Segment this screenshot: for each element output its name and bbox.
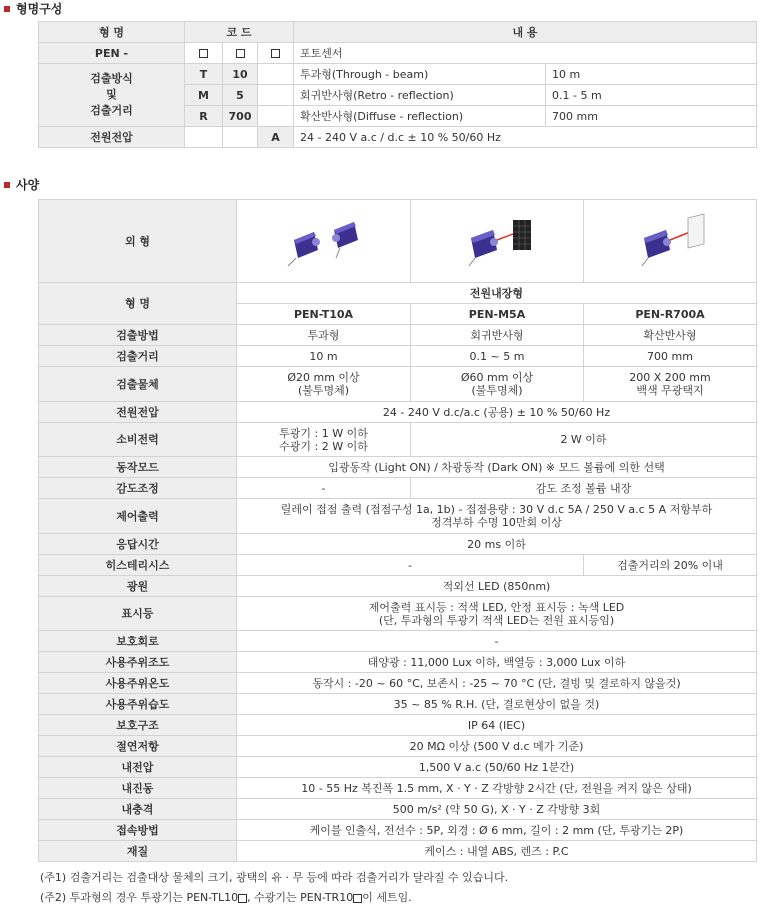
row-label-power: 전원전압 — [39, 402, 237, 423]
vibration-value: 10 - 55 Hz 복진폭 1.5 mm, X · Y · Z 각방향 2시간 (단, 전원을 켜지 않은 상태) — [237, 778, 757, 799]
sensitivity-rest: 감도 조정 볼륨 내장 — [411, 478, 757, 499]
row-label-appearance: 외 형 — [39, 200, 237, 283]
box-icon — [271, 49, 280, 58]
mode-value: 입광동작 (Light ON) / 차광동작 (Dark ON) ※ 모드 볼륨에 의한 선택 — [237, 457, 757, 478]
row-label-mode: 동작모드 — [39, 457, 237, 478]
row-label-temperature: 사용주위온도 — [39, 673, 237, 694]
row-label-hysteresis: 히스테리시스 — [39, 555, 237, 576]
box-icon — [236, 49, 245, 58]
section-title-model-config: 형명구성 — [4, 2, 62, 16]
hysteresis-first: - — [237, 555, 584, 576]
row-label-power: 전원전압 — [39, 127, 185, 148]
code-box-1 — [185, 43, 223, 64]
row-label-pen: PEN - — [39, 43, 185, 64]
box-icon — [353, 894, 362, 903]
header-model: 형 명 — [39, 22, 185, 43]
row-label-control: 제어출력 — [39, 499, 237, 534]
diffuse-sensor-icon — [620, 210, 720, 270]
sensor-image-m5a — [411, 200, 584, 283]
row-label-model: 형 명 — [39, 283, 237, 325]
detect-distance: 700 mm — [546, 106, 757, 127]
temperature-value: 동작시 : -20 ~ 60 °C, 보존시 : -25 ~ 70 °C (단, 결빙 및 결로하지 않을것) — [237, 673, 757, 694]
method-value: 회귀반사형 — [411, 325, 584, 346]
row-label-method: 검출방법 — [39, 325, 237, 346]
model-name: PEN-T10A — [237, 304, 411, 325]
method-value: 확산반사형 — [584, 325, 757, 346]
indicator-value: 제어출력 표시등 : 적색 LED, 안정 표시등 : 녹색 LED (단, 투과형의 투광기 적색 LED는 전원 표시등임) — [237, 597, 757, 631]
row-label-connection: 접속방법 — [39, 820, 237, 841]
row-label-sensitivity: 감도조정 — [39, 478, 237, 499]
object-value: 200 X 200 mm 백색 무광택지 — [584, 367, 757, 402]
power-code: A — [258, 127, 294, 148]
header-content: 내 용 — [294, 22, 757, 43]
detect-distance: 10 m — [546, 64, 757, 85]
row-label-indicator: 표시등 — [39, 597, 237, 631]
row-label-humidity: 사용주위습도 — [39, 694, 237, 715]
model-name: PEN-M5A — [411, 304, 584, 325]
row-label-material: 재질 — [39, 841, 237, 862]
dielectric-value: 1,500 V a.c (50/60 Hz 1분간) — [237, 757, 757, 778]
code-box-3 — [258, 43, 294, 64]
consumption-first: 투광기 : 1 W 이하 수광기 : 2 W 이하 — [237, 423, 411, 457]
row-label-response: 응답시간 — [39, 534, 237, 555]
distance-value: 10 m — [237, 346, 411, 367]
thru-beam-sensor-icon — [274, 210, 374, 270]
row-label-distance: 검출거리 — [39, 346, 237, 367]
header-code: 코 드 — [185, 22, 294, 43]
power-value: 24 - 240 V d.c/a.c (공용) ± 10 % 50/60 Hz — [237, 402, 757, 423]
consumption-rest: 2 W 이하 — [411, 423, 757, 457]
row-label-vibration: 내진동 — [39, 778, 237, 799]
detect-code: M — [185, 85, 223, 106]
note-1: (주1) 검출거리는 검출대상 물체의 크기, 광택의 유 · 무 등에 따라 검출거리가 달라질 수 있습니다. — [40, 871, 509, 884]
code-box-2 — [223, 43, 258, 64]
bullet-square-icon — [4, 182, 10, 188]
sensor-image-r700a — [584, 200, 757, 283]
detect-value: 5 — [223, 85, 258, 106]
row-label-light: 광원 — [39, 576, 237, 597]
detect-code: T — [185, 64, 223, 85]
row-label-illumination: 사용주위조도 — [39, 652, 237, 673]
detect-type: 투과형(Through - beam) — [294, 64, 546, 85]
model-name: PEN-R700A — [584, 304, 757, 325]
row-label-protection: 보호회로 — [39, 631, 237, 652]
row-label-consumption: 소비전력 — [39, 423, 237, 457]
detect-value: 700 — [223, 106, 258, 127]
box-icon — [199, 49, 208, 58]
pen-content: 포토센서 — [294, 43, 757, 64]
shock-value: 500 m/s² (약 50 G), X · Y · Z 각방향 3회 — [237, 799, 757, 820]
protection-value: - — [237, 631, 757, 652]
response-value: 20 ms 이하 — [237, 534, 757, 555]
section-title-spec: 사양 — [4, 178, 39, 192]
structure-value: IP 64 (IEC) — [237, 715, 757, 736]
material-value: 케이스 : 내열 ABS, 렌즈 : P.C — [237, 841, 757, 862]
humidity-value: 35 ~ 85 % R.H. (단, 결로현상이 없을 것) — [237, 694, 757, 715]
row-label-shock: 내충격 — [39, 799, 237, 820]
hysteresis-last: 검출거리의 20% 이내 — [584, 555, 757, 576]
object-value: Ø60 mm 이상 (불투명체) — [411, 367, 584, 402]
light-value: 적외선 LED (850nm) — [237, 576, 757, 597]
retro-reflective-sensor-icon — [447, 210, 547, 270]
spec-table — [38, 199, 757, 862]
insulation-value: 20 MΩ 이상 (500 V d.c 메가 기준) — [237, 736, 757, 757]
detect-value: 10 — [223, 64, 258, 85]
row-label-structure: 보호구조 — [39, 715, 237, 736]
row-label-insulation: 절연저항 — [39, 736, 237, 757]
detect-distance: 0.1 - 5 m — [546, 85, 757, 106]
row-label-object: 검출물체 — [39, 367, 237, 402]
bullet-square-icon — [4, 6, 10, 12]
detect-type: 확산반사형(Diffuse - reflection) — [294, 106, 546, 127]
model-config-table — [38, 21, 757, 148]
control-value: 릴레이 접점 출력 (접점구성 1a, 1b) - 접점용량 : 30 V d.c 5A / 250 V a.c 5 A 저항부하 정격부하 수명 10만회 이상 — [237, 499, 757, 534]
sensor-image-t10a — [237, 200, 411, 283]
row-label-dielectric: 내전압 — [39, 757, 237, 778]
method-value: 투과형 — [237, 325, 411, 346]
power-content: 24 - 240 V a.c / d.c ± 10 % 50/60 Hz — [294, 127, 757, 148]
model-group: 전원내장형 — [237, 283, 757, 304]
detect-type: 회귀반사형(Retro - reflection) — [294, 85, 546, 106]
sensitivity-first: - — [237, 478, 411, 499]
object-value: Ø20 mm 이상 (불투명체) — [237, 367, 411, 402]
distance-value: 700 mm — [584, 346, 757, 367]
distance-value: 0.1 ~ 5 m — [411, 346, 584, 367]
box-icon — [238, 894, 247, 903]
illumination-value: 태양광 : 11,000 Lux 이하, 백열등 : 3,000 Lux 이하 — [237, 652, 757, 673]
note-2: (주2) 투과형의 경우 투광기는 PEN-TL10 , 수광기는 PEN-TR10 이 세트임. — [40, 891, 412, 904]
detect-code: R — [185, 106, 223, 127]
connection-value: 케이블 인출식, 전선수 : 5P, 외경 : Ø 6 mm, 길이 : 2 mm (단, 투광기는 2P) — [237, 820, 757, 841]
row-label-detection: 검출방식 및 검출거리 — [39, 64, 185, 127]
